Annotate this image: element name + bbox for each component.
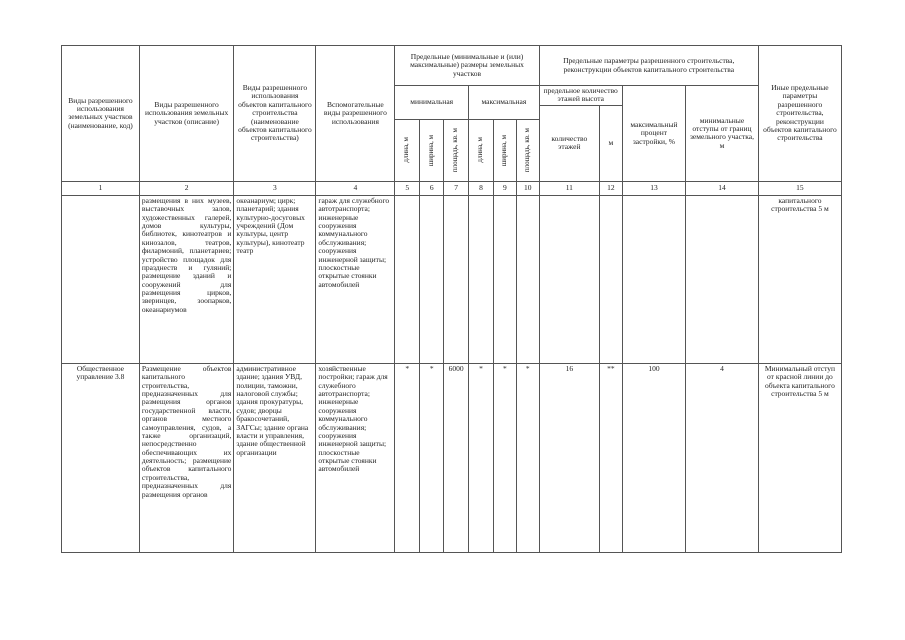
col-number: 1: [62, 181, 140, 195]
col-number: 9: [493, 181, 516, 195]
header-min-width: ширина, м: [426, 134, 435, 166]
row2-height: **: [599, 363, 622, 552]
row2-description: Размещение объектов капитального строительства, предназначенных для размещения органов государственной власти, органов местного самоуправления, судов, а также организаций, непосредственно обеспечивающих их деятельность; размещение объектов капитального строительства, предназначенных для размещения органов: [139, 363, 234, 552]
header-auxiliary-use: Вспомогательные виды разрешенного использования: [316, 46, 395, 182]
header-building-use: Виды разрешенного использования объектов капитального строительства (наименование объектов капитального строительства): [234, 46, 316, 182]
header-meters: м: [599, 105, 622, 181]
col-number: 15: [758, 181, 841, 195]
row2-floors: 16: [539, 363, 599, 552]
row2-land-use-name: Общественное управление 3.8: [62, 363, 140, 552]
col-number: 2: [139, 181, 234, 195]
header-max-width: ширина, м: [499, 134, 508, 166]
row2-min-area: 6000: [444, 363, 469, 552]
row2-coverage: 100: [622, 363, 685, 552]
row2-min-length: *: [395, 363, 420, 552]
row2-auxiliary-use: хозяйственные постройки; гараж для служебного автотранспорта; инженерные сооружения коммунального обслуживания; сооружения инженерной защиты; плоскостные открытые стоянки автомобилей: [316, 363, 395, 552]
row1-other-params: капитального строительства 5 м: [758, 195, 841, 363]
row2-setback: 4: [686, 363, 759, 552]
header-max-length: длина, м: [476, 137, 485, 164]
header-min-length: длина, м: [402, 137, 411, 164]
header-land-plot-size-group: Предельные (минимальные и (или) максимальные) размеры земельных участков: [395, 46, 539, 86]
col-number: 4: [316, 181, 395, 195]
row2-building-use: административное здание; здания УВД, полиции, таможни, налоговой службы; здания прокуратуры, судов; дворцы бракосочетаний, ЗАГСы; здание органа власти и управления, здание общественной организации: [234, 363, 316, 552]
col-number: 12: [599, 181, 622, 195]
col-number: 14: [686, 181, 759, 195]
header-floors: количество этажей: [539, 105, 599, 181]
col-number: 13: [622, 181, 685, 195]
header-setback: минимальные отступы от границ земельного участка, м: [686, 86, 759, 182]
row2-max-area: *: [516, 363, 539, 552]
table-row: [62, 195, 842, 363]
col-number: 11: [539, 181, 599, 195]
table-row: [62, 363, 842, 552]
row2-max-width: *: [493, 363, 516, 552]
col-number: 5: [395, 181, 420, 195]
col-number: 7: [444, 181, 469, 195]
col-number: 8: [469, 181, 494, 195]
header-minimum: минимальная: [395, 86, 469, 120]
header-min-area: площадь, кв. м: [451, 128, 460, 173]
row2-min-width: *: [420, 363, 444, 552]
header-maximum: максимальная: [469, 86, 540, 120]
row2-max-length: *: [469, 363, 494, 552]
column-numbers-row: [62, 181, 842, 195]
header-coverage: максимальный процент застройки, %: [622, 86, 685, 182]
col-number: 3: [234, 181, 316, 195]
header-land-use-name: Виды разрешенного использования земельных участков (наименование, код): [62, 46, 140, 182]
row1-auxiliary-use: гараж для служебного автотранспорта; инженерные сооружения коммунального обслуживания; сооружения инженерной защиты; плоскостные открытые стоянки автомобилей: [316, 195, 395, 363]
row1-land-use-name: [62, 195, 140, 363]
col-number: 6: [420, 181, 444, 195]
row1-description: размещения в них музеев, выставочных залов, художественных галерей, домов культуры, библиотек, кинотеатров и кинозалов, театров, филармоний, планетариев; устройство площадок для празднеств и гуляний; размещение зданий и сооружений для размещения цирков, зверинцев, зоопарков, океанариумов: [139, 195, 234, 363]
regulations-table: [61, 45, 842, 553]
header-height-group: предельное количество этажей высота: [539, 86, 622, 106]
header-land-use-description: Виды разрешенного использования земельных участков (описание): [139, 46, 234, 182]
header-max-area: площадь, кв. м: [522, 128, 531, 173]
col-number: 10: [516, 181, 539, 195]
row2-other-params: Минимальный отступ от красной линии до объекта капитального строительства 5 м: [758, 363, 841, 552]
header-other-params: Иные предельные параметры разрешенного строительства, реконструкции объектов капитального строительства: [758, 46, 841, 182]
row1-building-use: океанариум; цирк; планетарий; здания культурно-досуговых учреждений (Дом культуры, центр культуры), кинотеатр театр: [234, 195, 316, 363]
header-building-params-group: Предельные параметры разрешенного строительства, реконструкции объектов капитального строительства: [539, 46, 758, 86]
